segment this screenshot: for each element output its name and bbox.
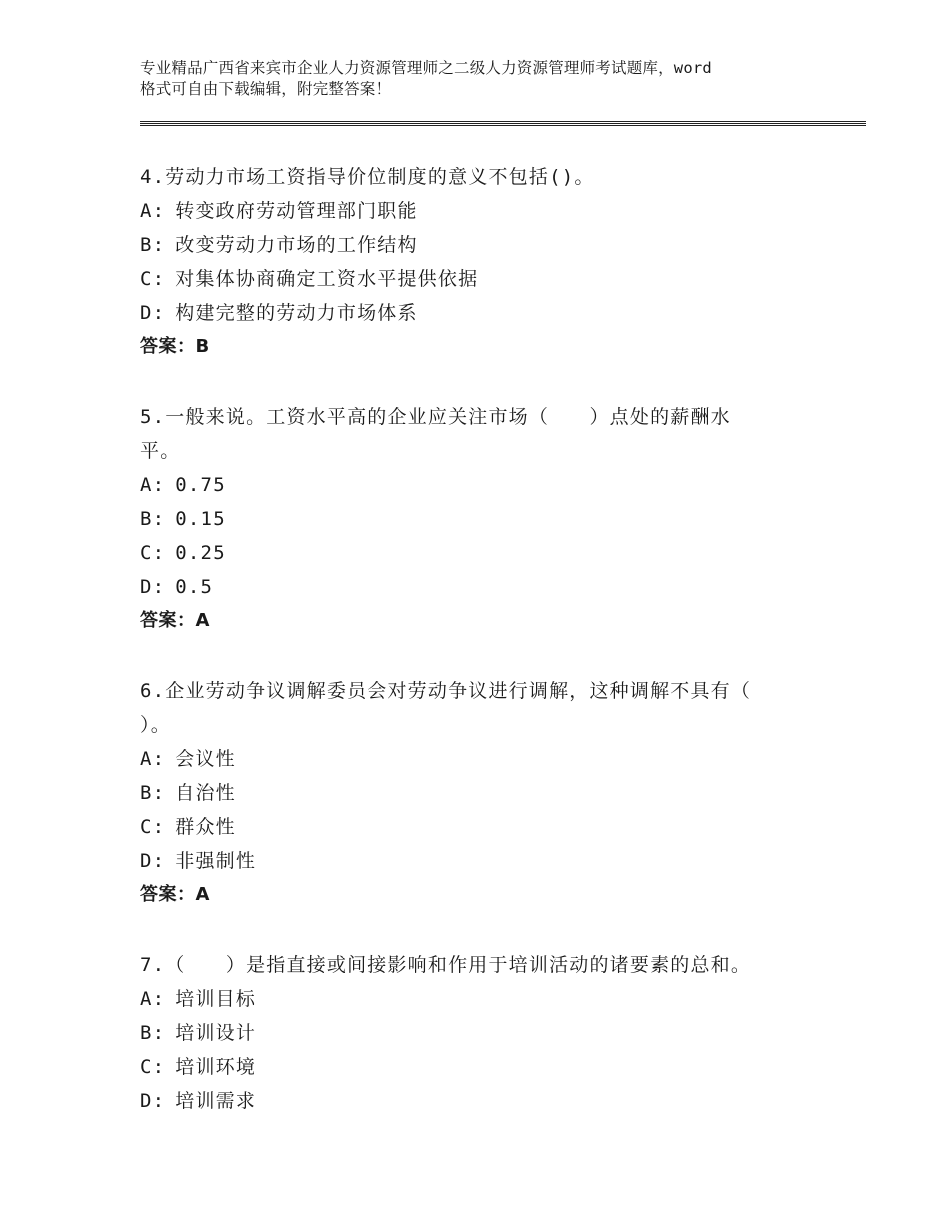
option-text: 培训设计 <box>175 1022 257 1044</box>
question-block <box>140 160 866 364</box>
header-divider <box>140 121 866 126</box>
option-row <box>140 468 866 502</box>
option-letter: D: <box>140 850 166 872</box>
option-letter: A: <box>140 748 166 770</box>
header-line-2: 格式可自由下载编辑，附完整答案！ <box>140 80 392 98</box>
option-text: 0.15 <box>175 508 226 530</box>
option-row <box>140 536 866 570</box>
option-text: 0.5 <box>175 576 214 598</box>
option-text: 对集体协商确定工资水平提供依据 <box>175 268 479 290</box>
question-stem: 4.劳动力市场工资指导价位制度的意义不包括()。 <box>140 166 595 188</box>
question-stem: 平。 <box>140 440 181 462</box>
option-row <box>140 742 866 776</box>
option-text: 自治性 <box>175 782 236 804</box>
option-row <box>140 844 866 878</box>
option-text: 构建完整的劳动力市场体系 <box>175 302 418 324</box>
option-row <box>140 1084 866 1118</box>
question-block <box>140 674 866 912</box>
question-list <box>140 160 866 1154</box>
question-stem: ）。 <box>140 714 171 736</box>
answer-line: 答案：A <box>140 610 210 631</box>
option-row <box>140 570 866 604</box>
option-text: 培训需求 <box>175 1090 257 1112</box>
option-row <box>140 194 866 228</box>
option-text: 转变政府劳动管理部门职能 <box>175 200 418 222</box>
option-row <box>140 1016 866 1050</box>
question-stem: 7.（ ）是指直接或间接影响和作用于培训活动的诸要素的总和。 <box>140 954 752 976</box>
option-text: 群众性 <box>175 816 236 838</box>
option-text: 非强制性 <box>175 850 257 872</box>
option-letter: C: <box>140 1056 166 1078</box>
option-letter: D: <box>140 1090 166 1112</box>
option-text: 0.25 <box>175 542 226 564</box>
option-row <box>140 296 866 330</box>
answer-line: 答案：A <box>140 884 210 905</box>
option-letter: B: <box>140 508 166 530</box>
header-line-1: 专业精品广西省来宾市企业人力资源管理师之二级人力资源管理师考试题库，word <box>140 59 712 77</box>
question-stem: 5.一般来说。工资水平高的企业应关注市场（ ）点处的薪酬水 <box>140 406 731 428</box>
question-block <box>140 948 866 1118</box>
question-stem: 6.企业劳动争议调解委员会对劳动争议进行调解，这种调解不具有（ <box>140 680 752 702</box>
option-row <box>140 776 866 810</box>
option-letter: A: <box>140 474 166 496</box>
option-letter: C: <box>140 268 166 290</box>
option-row <box>140 810 866 844</box>
option-row <box>140 982 866 1016</box>
option-text: 培训目标 <box>175 988 257 1010</box>
option-row <box>140 262 866 296</box>
option-letter: D: <box>140 302 166 324</box>
option-row <box>140 1050 866 1084</box>
option-letter: C: <box>140 542 166 564</box>
answer-line: 答案：B <box>140 336 210 357</box>
option-letter: D: <box>140 576 166 598</box>
option-letter: A: <box>140 200 166 222</box>
option-text: 0.75 <box>175 474 226 496</box>
option-text: 会议性 <box>175 748 236 770</box>
question-block <box>140 400 866 638</box>
option-letter: B: <box>140 234 166 256</box>
option-letter: B: <box>140 782 166 804</box>
option-text: 培训环境 <box>175 1056 257 1078</box>
option-letter: B: <box>140 1022 166 1044</box>
option-letter: A: <box>140 988 166 1010</box>
option-row <box>140 502 866 536</box>
option-text: 改变劳动力市场的工作结构 <box>175 234 418 256</box>
option-row <box>140 228 866 262</box>
option-letter: C: <box>140 816 166 838</box>
document-header <box>140 58 866 100</box>
